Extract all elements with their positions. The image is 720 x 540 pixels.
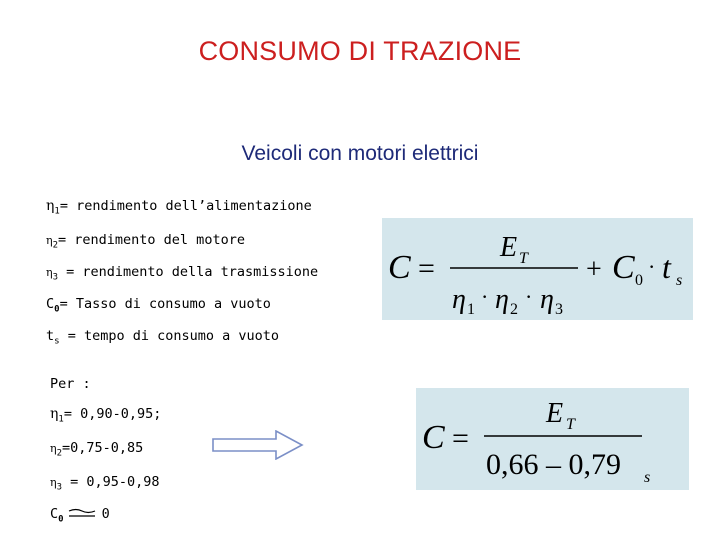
per-label: Per :: [50, 376, 91, 392]
svg-text:C: C: [612, 249, 635, 286]
value-eta3: $\eta_3 = 0,95-0,98$: [50, 474, 160, 493]
svg-text:·: ·: [525, 284, 533, 309]
definition-eta2: $\eta_2=$ rendimento del motore: [46, 232, 245, 251]
definition-eta3: $\eta_3$ = rendimento della trasmissione: [46, 264, 319, 283]
definition-eta1: $\eta_1=$ rendimento dell’alimentazione: [46, 198, 312, 217]
svg-text:=: =: [418, 252, 435, 285]
svg-text:0,66 – 0,79: 0,66 – 0,79: [486, 448, 621, 481]
definition-c0: $C_0=$ Tasso di consumo a vuoto: [46, 296, 271, 315]
svg-text:s: s: [676, 272, 683, 289]
svg-text:·: ·: [481, 284, 489, 309]
definition-ts: $t_s$ = tempo di consumo a vuoto: [46, 328, 280, 347]
svg-text:+: +: [586, 254, 602, 285]
right-arrow-icon: [212, 430, 304, 460]
approx-icon: [68, 506, 96, 522]
svg-text:η: η: [452, 284, 466, 315]
svg-text:η: η: [540, 284, 554, 315]
formula-general-math: [382, 218, 693, 320]
formula-general: [382, 218, 693, 320]
svg-text:2: 2: [510, 301, 518, 318]
value-eta2: $\eta_2=0,75-0,85$: [50, 440, 144, 459]
svg-text:η: η: [495, 284, 509, 315]
svg-text:T: T: [566, 416, 575, 433]
svg-text:0: 0: [635, 272, 643, 289]
svg-text:s: s: [644, 469, 651, 486]
slide-subtitle: Veicoli con motori elettrici: [241, 142, 479, 165]
svg-text:C: C: [422, 419, 445, 456]
svg-text:E: E: [546, 398, 564, 429]
svg-text:t: t: [662, 249, 671, 285]
svg-text:C: C: [388, 249, 411, 286]
value-eta1: $\eta_1= 0,90-0,95$;: [50, 406, 162, 425]
svg-text:E: E: [500, 232, 518, 263]
value-c0: $C_0$ 0: [50, 506, 110, 525]
formula-simplified: [416, 388, 689, 490]
svg-text:=: =: [452, 422, 469, 455]
svg-text:3: 3: [555, 301, 563, 318]
formula-simplified-math: [416, 388, 689, 490]
svg-text:T: T: [519, 250, 528, 267]
slide-title: CONSUMO DI TRAZIONE: [198, 36, 522, 66]
svg-text:1: 1: [467, 301, 475, 318]
svg-text:·: ·: [648, 254, 656, 279]
